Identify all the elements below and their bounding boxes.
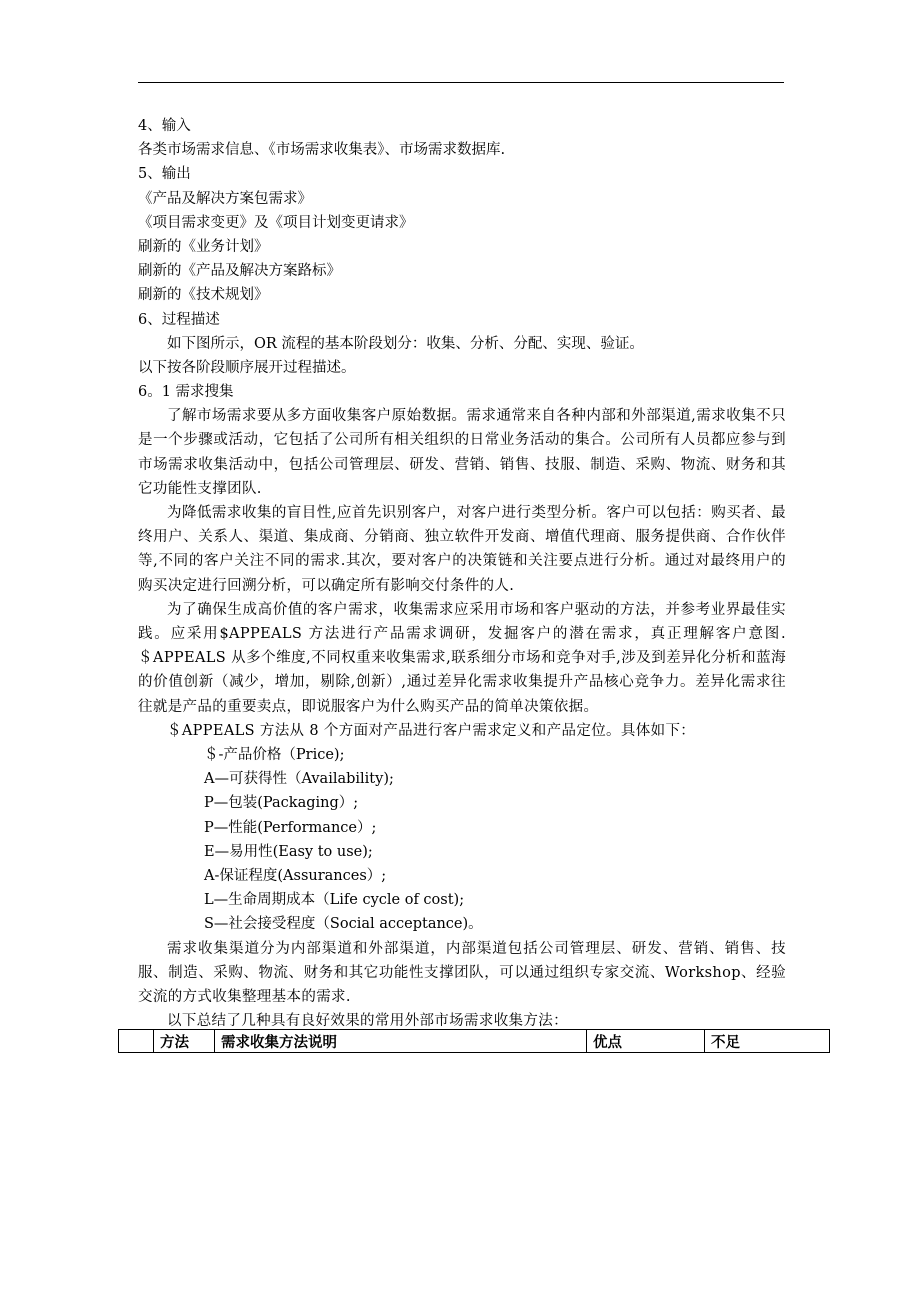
- appeals-item: A-保证程度(Assurances）;: [204, 868, 387, 885]
- intro-text: 如下图所示，OR 流程的基本阶段划分：收集、分析、分配、实现、验证。: [167, 335, 644, 352]
- appeals-item: L—生命周期成本（Life cycle of cost);: [204, 892, 465, 909]
- appeals-item: S—社会接受程度（Social acceptance)。: [204, 916, 483, 933]
- input-text: 各类市场需求信息、《市场需求收集表》、市场需求数据库.: [138, 142, 506, 159]
- output-item: 《产品及解决方案包需求》: [138, 190, 312, 207]
- appeals-item: P—包装(Packaging）;: [204, 795, 359, 812]
- table-header-cell: 不足: [705, 1030, 830, 1053]
- table-header-cell: 优点: [587, 1030, 705, 1053]
- table-header-cell: 需求收集方法说明: [215, 1030, 587, 1053]
- paragraph: ＄APPEALS 方法从 8 个方面对产品进行客户需求定义和产品定位。具体如下：: [167, 722, 696, 739]
- heading-input: 4、输入: [138, 118, 191, 134]
- paragraph: 了解市场需求要从多方面收集客户原始数据。需求通常来自各种内部和外部渠道,需求收集不只是一个步骤或活动，它包括了公司所有相关组织的日常业务活动的集合。公司所有人员都应参与到市场需求收集活动中，包括公司管理层、研发、营销、销售、技服、制造、采购、物流、财务和其它功能性支撑团队.: [138, 408, 786, 497]
- output-item: 刷新的《产品及解决方案路标》: [138, 263, 341, 280]
- paragraph: 需求收集渠道分为内部渠道和外部渠道，内部渠道包括公司管理层、研发、营销、销售、技服、制造、采购、物流、财务和其它功能性支撑团队，可以通过组织专家交流、Workshop、经验交流的方式收集整理基本的需求.: [138, 940, 786, 1005]
- appeals-item: ＄-产品价格（Price);: [204, 747, 345, 764]
- header-rule: [138, 82, 784, 83]
- heading-process: 6、过程描述: [138, 311, 220, 328]
- paragraph: 以下总结了几种具有良好效果的常用外部市场需求收集方法：: [167, 1013, 568, 1030]
- output-item: 刷新的《技术规划》: [138, 287, 269, 304]
- section-heading: 6。1 需求搜集: [138, 384, 234, 401]
- table-header-cell: 方法: [154, 1030, 215, 1053]
- methods-table: [118, 1029, 830, 1053]
- paragraph: 为了确保生成高价值的客户需求，收集需求应采用市场和客户驱动的方法，并参考业界最佳实践。应采用$APPEALS 方法进行产品需求调研，发掘客户的潜在需求，真正理解客户意图.＄APPEALS 从多个维度,不同权重来收集需求,联系细分市场和竞争对手,涉及到差异化分析和蓝海的价值创新（减少，增加，剔除,创新）,通过差异化需求收集提升产品核心竞争力。差异化需求往往就是产品的重要卖点，即说服客户为什么购买产品的简单决策依据。: [138, 601, 786, 715]
- document-body: [138, 114, 786, 1033]
- appeals-item: P—性能(Performance）;: [204, 819, 377, 836]
- table-header-cell: [119, 1030, 154, 1053]
- intro-text-2: 以下按各阶段顺序展开过程描述。: [138, 359, 356, 376]
- appeals-item: E—易用性(Easy to use);: [204, 843, 373, 860]
- heading-output: 5、输出: [138, 166, 191, 183]
- table-header-row: [119, 1030, 830, 1053]
- appeals-item: A—可获得性（Availability);: [204, 771, 394, 788]
- output-item: 刷新的《业务计划》: [138, 238, 269, 255]
- output-item: 《项目需求变更》及《项目计划变更请求》: [138, 214, 414, 231]
- paragraph: 为降低需求收集的盲目性,应首先识别客户，对客户进行类型分析。客户可以包括：购买者、最终用户、关系人、渠道、集成商、分销商、独立软件开发商、增值代理商、服务提供商、合作伙伴等,不同的客户关注不同的需求.其次，要对客户的决策链和关注要点进行分析。通过对最终用户的购买决定进行回溯分析，可以确定所有影响交付条件的人.: [138, 505, 786, 594]
